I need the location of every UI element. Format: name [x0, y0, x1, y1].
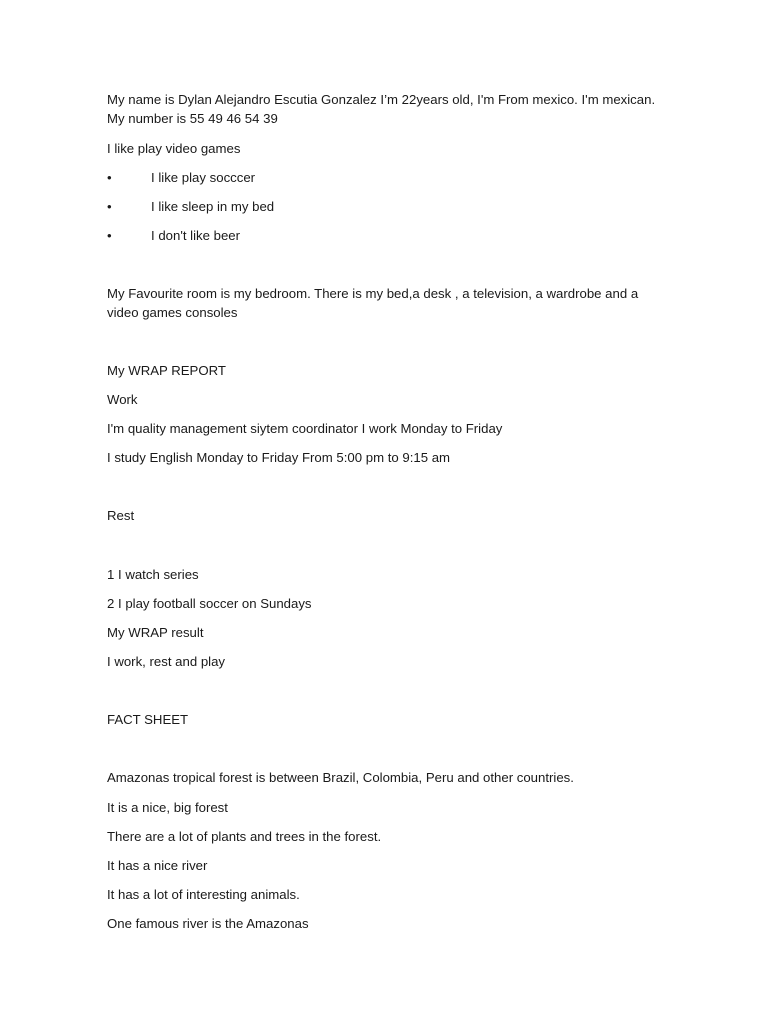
bullet-marker: • [107, 170, 112, 185]
list-item: I like play socccer [151, 170, 256, 185]
intro-paragraph: My name is Dylan Alejandro Escutia Gonzalez I’m 22years old, I'm From mexico. I'm mexican. My number is 55 49 46 54 39 [107, 92, 656, 126]
work-line: I'm quality management siytem coordinator I work Monday to Friday [107, 421, 503, 436]
rest-line: 1 I watch series [107, 567, 199, 582]
fact-sheet-title: FACT SHEET [107, 712, 189, 727]
wrap-result-heading: My WRAP result [107, 625, 204, 640]
list-item: I don't like beer [151, 228, 241, 243]
bullet-marker: • [107, 228, 112, 243]
likes-heading: I like play video games [107, 141, 241, 156]
fact-line: It has a nice river [107, 858, 208, 873]
room-paragraph: My Favourite room is my bedroom. There is my bed,a desk , a television, a wardrobe and a video games consoles [107, 286, 639, 320]
rest-heading: Rest [107, 508, 135, 523]
wrap-result-line: I work, rest and play [107, 654, 226, 669]
wrap-report-title: My WRAP REPORT [107, 363, 226, 378]
fact-line: It is a nice, big forest [107, 800, 228, 815]
work-heading: Work [107, 392, 138, 407]
fact-line: Amazonas tropical forest is between Brazil, Colombia, Peru and other countries. [107, 770, 574, 785]
fact-line: There are a lot of plants and trees in the forest. [107, 829, 382, 844]
fact-line: One famous river is the Amazonas [107, 916, 309, 931]
fact-line: It has a lot of interesting animals. [107, 887, 300, 902]
rest-line: 2 I play football soccer on Sundays [107, 596, 312, 611]
bullet-marker: • [107, 199, 112, 214]
list-item: I like sleep in my bed [151, 199, 275, 214]
study-line: I study English Monday to Friday From 5:00 pm to 9:15 am [107, 450, 451, 465]
